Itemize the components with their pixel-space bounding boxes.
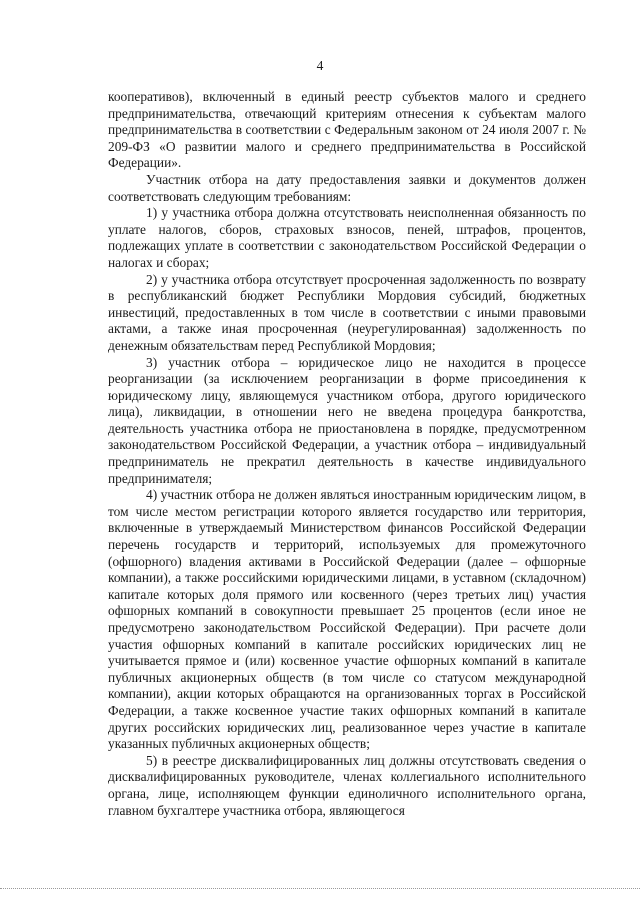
paragraph-requirement-3: 3) участник отбора – юридическое лицо не находится в процессе реорганизации (за исключением реорганизации в форме присоединения к юридическому лицу, являющемуся участником отбора, другого юридического лица), ликвидации, в отношении него не введена процедура банкротства, деятельность участника отбора не приостановлена в порядке, предусмотренном законодательством Российской Федерации, а участник отбора – индивидуальный предприниматель не прекратил деятельность в качестве индивидуального предпринимателя;	[108, 354, 586, 486]
scan-bottom-edge	[0, 888, 640, 889]
paragraph-requirement-5: 5) в реестре дисквалифицированных лиц должны отсутствовать сведения о дисквалифицированных руководителе, членах коллегиального исполнительного органа, лице, исполняющем функции единоличного исполнительного органа, главном бухгалтере участника отбора, являющегося	[108, 752, 586, 818]
document-body	[108, 89, 586, 819]
paragraph-requirements-intro: Участник отбора на дату предоставления заявки и документов должен соответствовать следующим требованиям:	[108, 171, 586, 204]
paragraph-requirement-2: 2) у участника отбора отсутствует просроченная задолженность по возврату в республиканский бюджет Республики Мордовия субсидий, бюджетных инвестиций, предоставленных в том числе в соответствии с иными правовыми актами, а также иная просроченная (неурегулированная) задолженность по денежным обязательствам перед Республикой Мордовия;	[108, 271, 586, 353]
page-number: 4	[316, 58, 324, 73]
paragraph-continuation: кооперативов), включенный в единый реестр субъектов малого и среднего предпринимательства, отвечающий критериям отнесения к субъектам малого предпринимательства в соответствии с Федеральным законом от 24 июля 2007 г. № 209-ФЗ «О развитии малого и среднего предпринимательства в Российской Федерации».	[108, 89, 586, 171]
paragraph-requirement-4: 4) участник отбора не должен являться иностранным юридическим лицом, в том числе местом регистрации которого является государство или территория, включенные в утверждаемый Министерством финансов Российской Федерации перечень государств и территорий, используемых для промежуточного (офшорного) владения активами в Российской Федерации (далее – офшорные компании), а также российскими юридическими лицами, в уставном (складочном) капитале которых доля прямого или косвенного (через третьих лиц) участия офшорных компаний в совокупности превышает 25 процентов (если иное не предусмотрено законодательством Российской Федерации). При расчете доли участия офшорных компаний в капитале российских юридических лиц не учитывается прямое и (или) косвенное участие офшорных компаний в капитале публичных акционерных обществ (в том числе со статусом международной компании), акции которых обращаются на организованных торгах в Российской Федерации, а также косвенное участие таких офшорных компаний в капитале других российских юридических лиц, реализованное через участие в капитале указанных публичных акционерных обществ;	[108, 487, 586, 752]
paragraph-requirement-1: 1) у участника отбора должна отсутствовать неисполненная обязанность по уплате налогов, сборов, страховых взносов, пеней, штрафов, процентов, подлежащих уплате в соответствии с законодательством Российской Федерации о налогах и сборах;	[108, 205, 586, 270]
